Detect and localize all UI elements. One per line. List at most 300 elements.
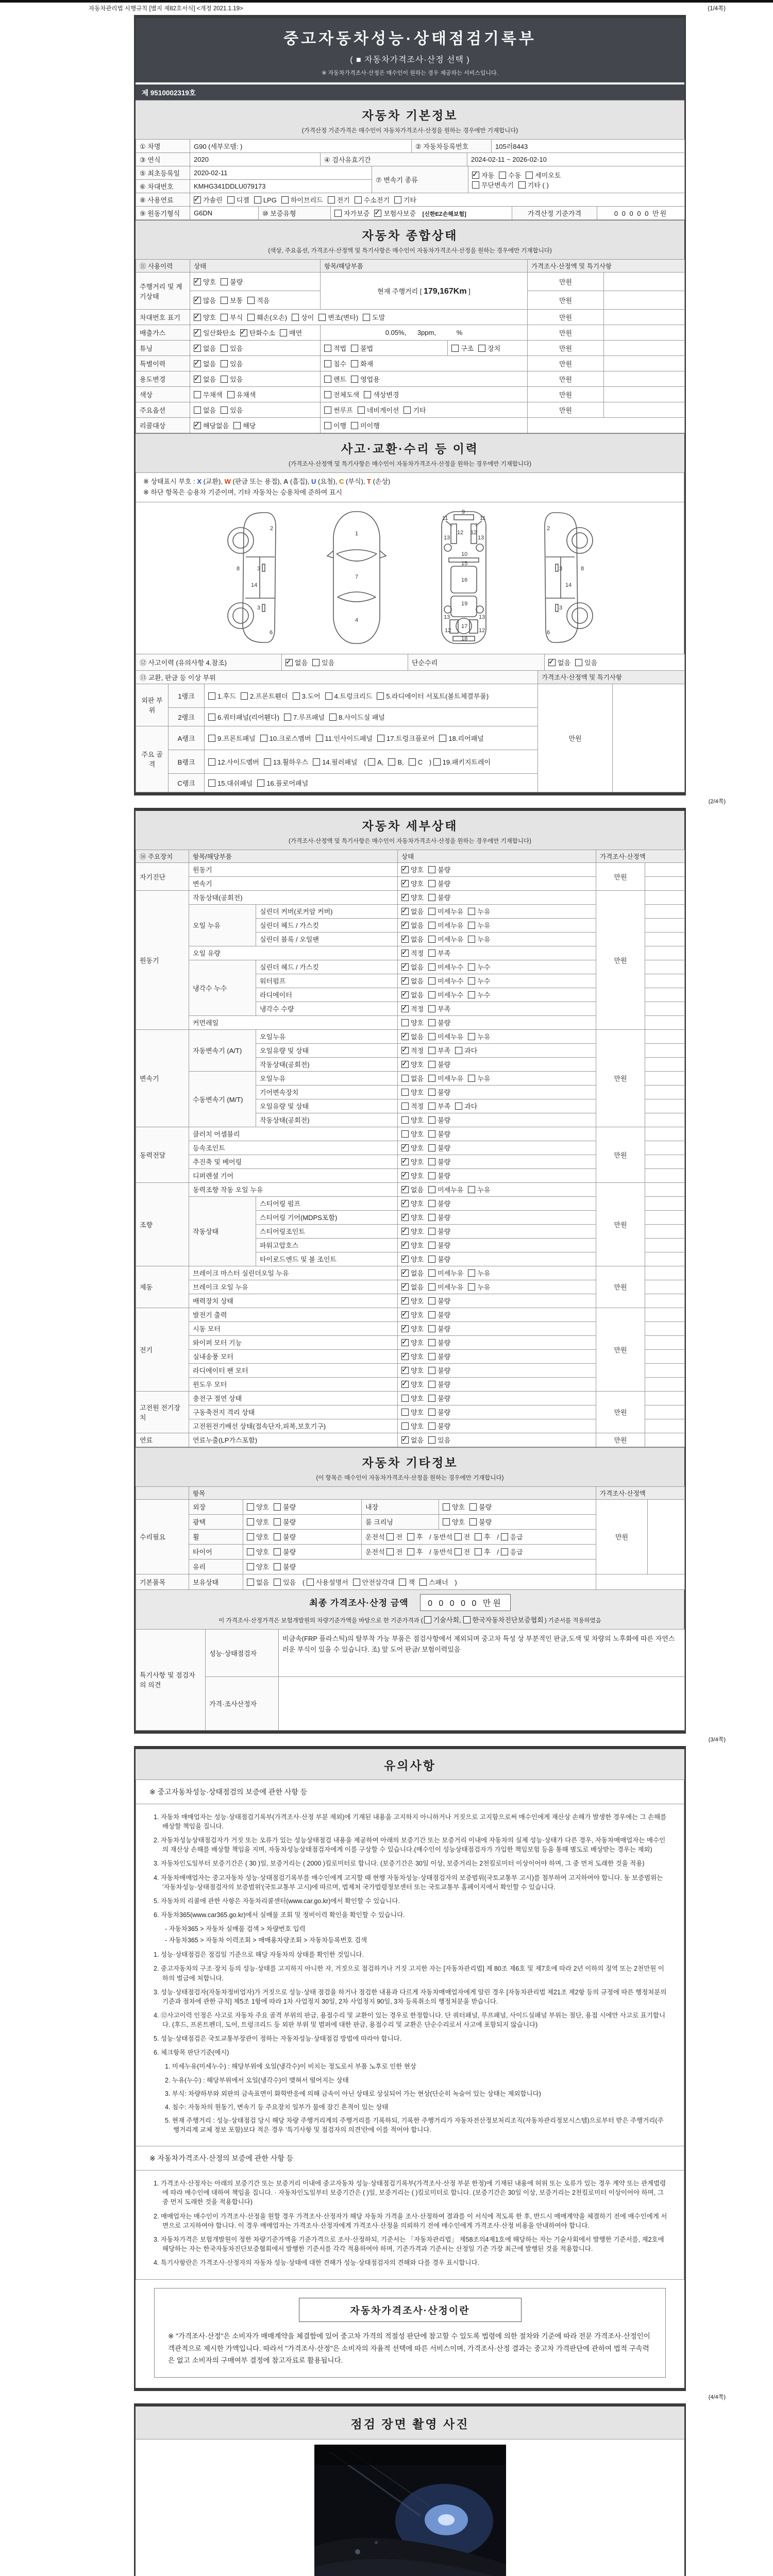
page-marker-1: (1/4쪽) xyxy=(708,6,726,12)
option-label: 11.인사이드패널 xyxy=(325,734,373,742)
notice-item: 4. 특기사항란은 가격조사·산정자의 자동차 성능·상태에 대한 견해가 성능·상태점검자의 견해와 다를 경우 표시합니다. xyxy=(154,2259,480,2266)
item-label: 내장 xyxy=(362,1499,439,1514)
option-label: 양호 xyxy=(411,1311,424,1319)
option-label: 9.프론트패널 xyxy=(217,734,256,742)
group-brake: 제동 xyxy=(136,1266,189,1308)
option xyxy=(407,1532,423,1541)
checkbox-icon xyxy=(401,1422,409,1430)
group-engine: 원동기 xyxy=(136,890,189,1029)
checkbox-icon xyxy=(428,1158,435,1165)
notes-cell xyxy=(645,1377,685,1391)
checkbox-icon xyxy=(364,391,371,398)
option xyxy=(428,990,463,999)
usage-kind-options xyxy=(321,371,528,387)
checkbox-icon xyxy=(241,692,248,700)
notes-cell xyxy=(645,876,685,890)
basic-items-label: 기본품목 xyxy=(136,1574,189,1589)
checkbox-icon xyxy=(208,758,215,766)
option xyxy=(455,1532,470,1541)
state-options xyxy=(398,1266,596,1280)
state-options xyxy=(398,1182,596,1196)
option xyxy=(468,962,490,972)
rankC-options xyxy=(205,773,538,792)
law-reference: 자동차관리법 시행규칙 [별지 제82호서식] <개정 2021.1.19> xyxy=(89,6,243,12)
damage-diagram-area xyxy=(136,502,684,654)
option xyxy=(208,778,253,788)
checkbox-icon xyxy=(358,406,365,414)
option-label: 불법 xyxy=(360,345,374,352)
notice-subitem: 2. 누유(누수) : 해당부위에서 오일(냉각수)이 맺혀서 떨어지는 상태 xyxy=(165,2076,349,2084)
option-label: 매연 xyxy=(289,329,303,337)
notice-item: 2. 중고자동차의 구조·장치 등의 성능·상태를 고지하지 아니한 자, 거짓으로 점검하거나 거짓 고지한 자는 [자동차관리법] 제 80조 제6호 및 제7호에 따라 2년 이하의 징역 또는 2천만원 이하의 벌금에 처합니다. xyxy=(154,1965,664,1982)
item-label: 동력조향 작동 오일 누유 xyxy=(189,1182,398,1196)
option-kind-options xyxy=(321,402,528,418)
option xyxy=(401,1226,424,1236)
option xyxy=(394,195,416,205)
color-state-options xyxy=(190,387,321,402)
checkbox-icon xyxy=(194,406,201,414)
price-unit: 만원 xyxy=(528,341,604,356)
option-label: 불량 xyxy=(438,1256,451,1264)
item-label: 배력장치 상태 xyxy=(189,1294,398,1308)
checkbox-icon xyxy=(386,1548,394,1555)
option xyxy=(208,757,259,767)
checkbox-icon xyxy=(247,1548,254,1555)
option xyxy=(351,420,380,430)
rank1-label: 1랭크 xyxy=(169,684,205,707)
option-label: 미세누유 xyxy=(438,1186,464,1194)
checkbox-icon xyxy=(428,1019,435,1026)
group-fuel: 연료 xyxy=(136,1433,189,1447)
checkbox-checked-icon xyxy=(401,1436,409,1444)
option xyxy=(285,657,308,667)
checkbox-icon xyxy=(324,406,331,414)
checkbox-checked-icon xyxy=(401,936,409,943)
option-label: 4.트렁크리드 xyxy=(334,692,373,700)
state-options xyxy=(398,1349,596,1363)
option-label: 장치 xyxy=(488,345,501,352)
option xyxy=(428,1143,450,1153)
option xyxy=(401,948,424,958)
checkbox-icon xyxy=(478,345,485,352)
notes-cell xyxy=(645,1155,685,1168)
option-label: 부족 xyxy=(438,1005,451,1013)
checkbox-icon xyxy=(469,1503,477,1511)
checkbox-icon xyxy=(428,1214,435,1221)
checkbox-icon xyxy=(428,950,435,957)
option xyxy=(443,1502,465,1512)
paren: ( xyxy=(364,758,366,766)
price-unit: 만원 xyxy=(528,273,604,291)
checkbox-icon xyxy=(428,1089,435,1096)
option xyxy=(428,1421,450,1431)
notes-cell xyxy=(645,974,685,988)
mileage-pre: 현재 주행거리 [ xyxy=(377,287,424,295)
notes-cell xyxy=(604,310,685,325)
option-label: 양호 xyxy=(411,1130,424,1139)
col-history: ⑪ 사용이력 xyxy=(136,260,190,273)
checkbox-icon xyxy=(274,1518,281,1526)
checkbox-checked-icon xyxy=(401,991,409,998)
option xyxy=(455,1045,477,1055)
notes-cell xyxy=(645,1280,685,1294)
option-label: 해당없음 xyxy=(203,422,229,430)
notes-cell xyxy=(645,1113,685,1127)
option-label: 자동 xyxy=(481,171,495,179)
option-label: 불량 xyxy=(230,278,243,286)
notice-subitem: 3. 부식: 차량하부와 외판의 금속표면이 화학반응에 의해 금속이 아닌 상태로 상실되어 가는 현상(단순히 녹슬어 있는 상태는 제외합니다) xyxy=(165,2090,541,2097)
checkbox-icon xyxy=(451,345,459,352)
item-label: 실린더 커버(로커암 커버) xyxy=(256,904,398,918)
option-label: 8.사이드실 패널 xyxy=(339,713,385,721)
special-kind-options xyxy=(321,356,528,371)
option-label: 1.후드 xyxy=(217,692,236,700)
col-state: 상태 xyxy=(398,850,596,862)
option xyxy=(401,1310,424,1319)
option-label: 탄화수소 xyxy=(249,329,276,337)
transmission-type-label: ⑦ 변속기 종류 xyxy=(372,166,468,193)
state-options xyxy=(398,1196,596,1210)
option-label: 있음 xyxy=(584,658,598,667)
option-label: 후 xyxy=(416,1548,423,1556)
item-label: 오일누유 xyxy=(256,1029,398,1043)
option xyxy=(221,277,243,286)
legend-desc: (흠집), xyxy=(288,478,310,485)
option xyxy=(292,312,314,322)
checkbox-icon xyxy=(443,1503,450,1511)
option-label: 불량 xyxy=(438,1311,451,1319)
option xyxy=(428,920,463,930)
wheel-emergency-option xyxy=(501,1533,528,1541)
option xyxy=(428,1129,450,1139)
notice-item: 6. 체크항목 판단기준(예시) xyxy=(154,2049,229,2057)
price-unit: 만원 xyxy=(528,310,604,325)
checkbox-icon xyxy=(247,1533,254,1540)
item-label: 시동 모터 xyxy=(189,1321,398,1335)
notes-cell xyxy=(645,862,685,876)
checkbox-checked-icon xyxy=(401,1311,409,1318)
option-label: 양호 xyxy=(411,1144,424,1153)
option-label: 12.사이드멤버 xyxy=(217,758,259,766)
option xyxy=(428,1212,450,1222)
option-label: 부족 xyxy=(438,1047,451,1055)
item-label: 실린더 헤드 / 가스킷 xyxy=(256,960,398,974)
legend-code-t: T xyxy=(367,478,371,485)
item-label: 변속기 xyxy=(189,876,398,890)
subgroup-operation: 작동상태 xyxy=(189,1196,256,1266)
option xyxy=(316,733,373,743)
checkbox-icon xyxy=(221,406,228,414)
checkbox-icon xyxy=(227,196,234,204)
checkbox-icon xyxy=(455,1047,462,1054)
option-label: 변조(변타) xyxy=(328,314,359,321)
basic-info-row1 xyxy=(136,139,685,153)
option xyxy=(468,976,490,986)
option xyxy=(401,1268,424,1278)
item-label: 타이어 xyxy=(189,1544,243,1559)
option xyxy=(428,1435,450,1445)
option-label: 기타 xyxy=(403,196,417,204)
checkbox-checked-icon xyxy=(240,329,247,336)
item-label: 오일유량 및 상태 xyxy=(256,1043,398,1057)
option-label: 17.트렁크플로어 xyxy=(386,734,435,742)
option-label: 잭 xyxy=(408,1578,415,1586)
notes-cell xyxy=(645,1210,685,1224)
diagram-label: 13 xyxy=(443,614,450,620)
checkbox-icon xyxy=(468,1283,475,1291)
option xyxy=(428,934,463,944)
notes-cell xyxy=(645,932,685,946)
option xyxy=(401,934,424,944)
state-options xyxy=(398,1127,596,1141)
checkbox-checked-icon xyxy=(401,866,409,873)
item-label: 오일누유 xyxy=(256,1071,398,1085)
checkbox-icon xyxy=(227,391,234,398)
checkbox-icon xyxy=(455,1548,462,1555)
option xyxy=(499,170,521,180)
option xyxy=(428,948,450,958)
option xyxy=(428,1226,450,1236)
checkbox-icon xyxy=(428,894,435,901)
seat-label: 운전석 xyxy=(365,1548,385,1556)
diagram-label: 18 xyxy=(461,635,467,642)
notes-cell xyxy=(645,890,685,904)
option xyxy=(221,295,243,305)
option xyxy=(401,1212,424,1222)
legend-desc: (판금 또는 용접), xyxy=(230,478,282,485)
option-label: 양호 xyxy=(411,1089,424,1097)
checkbox-icon xyxy=(468,991,475,998)
item-label: 작동상태(공회전) xyxy=(256,1113,398,1127)
col-parts: 항목/해당부품 xyxy=(321,260,528,273)
mileage-state-options xyxy=(190,273,321,291)
price-unit: 만원 xyxy=(596,1182,645,1266)
option-label: 없음 xyxy=(411,991,424,999)
notice-item: 4. ⑫사고이력 인정은 사고로 자동차 주요 골격 부위의 판금, 용접수리 및 교환이 있는 경우로 한정합니다. 단 쿼터패널, 루프패널, 사이드실패널 부위는 절단, 용접 시에만 사고로 표기합니다. (후드, 프론트펜더, 도어, 트렁크리드 등 외판 부위 및 범퍼에 대한 판금, 용접수리 및 교환은 단순수리로서 사고에 포함되지 않습니다) xyxy=(154,2011,666,2028)
checkbox-icon xyxy=(428,1367,435,1374)
price-unit: 만원 xyxy=(596,1499,648,1574)
option xyxy=(428,1407,450,1417)
checkbox-icon xyxy=(221,376,228,383)
option-label: 응급 xyxy=(510,1533,523,1541)
price-unit: 만원 xyxy=(596,1308,645,1391)
option xyxy=(428,1018,450,1027)
price-info-title: 자동차가격조사·산정이란 xyxy=(299,2298,522,2322)
transmission-type-options xyxy=(468,166,685,193)
checkbox-icon xyxy=(318,314,326,321)
rankB-label: B랭크 xyxy=(169,750,205,773)
notice-item: 2. 매매업자는 매수인이 가격조사·산정을 원할 경우 가격조사·산정자가 해당 자동차 가격을 조사·산정하여 결과를 이 서식에 적도록 한 후, 반드시 매매계약을 체결하기 전에 매수인에게 서면으로 고지하여야 합니다. 이 경우 매매업자는 가격조사·산정자에게 가격조사·산정을 의뢰하기 전에 매수인에게 가격조사·산정 비용을 안내하여야 합니다. xyxy=(154,2212,667,2229)
checkbox-icon xyxy=(428,922,435,929)
checkbox-icon xyxy=(428,1256,435,1263)
option-label: 양호 xyxy=(411,1172,424,1180)
car-name-value: G90 (세부모델: ) xyxy=(190,140,412,153)
checkbox-icon xyxy=(351,360,358,367)
option xyxy=(428,892,450,902)
notes-cell xyxy=(645,1029,685,1043)
state-options xyxy=(398,974,596,988)
checkbox-icon xyxy=(284,714,291,721)
diagram-label: 14 xyxy=(565,582,572,588)
option xyxy=(260,733,311,743)
checkbox-icon xyxy=(468,908,475,915)
option-label: C xyxy=(417,758,423,766)
checkbox-checked-icon xyxy=(194,196,201,204)
checkbox-icon xyxy=(247,1579,254,1586)
option-label: 양호 xyxy=(411,1339,424,1347)
option-label: 과다 xyxy=(464,1103,478,1111)
note-pre: 이 가격조사·산정가격은 보험개발원의 차량기준가액을 바탕으로 한 기준가격과 ( xyxy=(219,1617,423,1624)
comprehensive-band xyxy=(136,220,684,260)
item-label: 와이퍼 모터 기능 xyxy=(189,1335,398,1349)
checkbox-icon xyxy=(469,1518,477,1526)
option xyxy=(374,208,416,218)
option-label: 양호 xyxy=(411,1367,424,1375)
option xyxy=(353,1577,395,1587)
price-unit: 만원 xyxy=(596,1029,645,1127)
option-label: 불량 xyxy=(479,1503,492,1512)
diagram-label: 12 xyxy=(444,627,451,634)
checkbox-icon xyxy=(329,714,337,721)
option xyxy=(208,733,256,743)
item-label: 파워고압호스 xyxy=(256,1238,398,1252)
option-label: 양호 xyxy=(411,1158,424,1166)
checkbox-icon xyxy=(428,1047,435,1054)
form-page-2 xyxy=(134,808,686,1734)
page-marker-4: (4/4쪽) xyxy=(708,2394,726,2400)
checkbox-icon xyxy=(247,1563,254,1570)
state-options xyxy=(243,1499,362,1514)
option-label: 누수 xyxy=(477,963,491,972)
option xyxy=(363,312,385,322)
option-label: 양호 xyxy=(411,1395,424,1403)
price-unit: 만원 xyxy=(528,291,604,310)
option-label: 없음 xyxy=(411,1033,424,1041)
option xyxy=(324,405,353,415)
basic-info-row34 xyxy=(136,166,685,193)
checkbox-checked-icon xyxy=(401,1186,409,1193)
checkbox-checked-icon xyxy=(401,1200,409,1207)
diagram-label: 11 xyxy=(479,515,485,521)
option-label: 불량 xyxy=(438,880,451,888)
checkbox-icon xyxy=(428,1297,435,1304)
option-label: 양호 xyxy=(411,1353,424,1361)
checkbox-icon xyxy=(428,908,435,915)
option-label: 양호 xyxy=(411,1214,424,1222)
option xyxy=(227,389,256,399)
option xyxy=(428,1045,450,1055)
option xyxy=(401,892,424,902)
option xyxy=(194,328,236,337)
option xyxy=(247,1562,269,1571)
checkbox-icon xyxy=(312,659,320,666)
option-label: 불량 xyxy=(438,1019,451,1027)
option xyxy=(424,1615,461,1624)
accident-band xyxy=(136,433,684,473)
warranty-insurer: [신한EZ손해보험] xyxy=(422,211,466,217)
option xyxy=(401,1435,424,1445)
reg-no-value: 105러8443 xyxy=(492,140,685,153)
option-label: 불량 xyxy=(438,1242,451,1250)
checkbox-icon xyxy=(281,196,289,204)
option-label: 불량 xyxy=(438,1061,451,1069)
checkbox-icon xyxy=(208,692,215,700)
notice-item: 5. 자동차의 리콜에 관한 사항은 자동차리콜센터(www.car.go.kr)에서 확인할 수 있습니다. xyxy=(154,1897,400,1905)
state-options xyxy=(398,1210,596,1224)
item-label: 연료누출(LP가스포함) xyxy=(189,1433,398,1447)
legend-code-u: U xyxy=(311,478,316,485)
checkbox-icon xyxy=(468,1075,475,1082)
option-label: 양호 xyxy=(256,1503,270,1512)
option-label: 적정 xyxy=(411,950,424,958)
option xyxy=(377,691,489,701)
option xyxy=(428,1087,450,1097)
option xyxy=(274,1517,296,1527)
checkbox-icon xyxy=(575,659,582,666)
checkbox-icon xyxy=(428,1061,435,1068)
diagram-label: 1 xyxy=(355,530,358,537)
option-label: 누유 xyxy=(477,922,491,930)
checkbox-checked-icon xyxy=(401,1047,409,1054)
checkbox-icon xyxy=(355,196,362,204)
option-label: 도말 xyxy=(372,314,385,321)
option xyxy=(401,906,424,916)
state-options xyxy=(398,1002,596,1015)
checkbox-icon xyxy=(463,1616,470,1623)
final-price-value: 0 0 0 0 0 만원 xyxy=(420,1594,511,1611)
price-unit: 만원 xyxy=(596,1391,645,1433)
option-label: LPG xyxy=(263,196,277,204)
checkbox-icon xyxy=(401,1089,409,1096)
option-label: 양호 xyxy=(452,1503,465,1512)
option xyxy=(428,1240,450,1250)
checkbox-checked-icon xyxy=(285,659,293,666)
option-label: 누유 xyxy=(477,1075,491,1083)
group-steering: 조향 xyxy=(136,1182,189,1266)
checkbox-icon xyxy=(428,1339,435,1346)
option xyxy=(247,1547,269,1556)
final-price-block xyxy=(136,1589,684,1630)
separator: / xyxy=(497,1548,499,1556)
rank2-label: 2랭크 xyxy=(169,707,205,726)
notes-cell xyxy=(645,1002,685,1015)
item-label: 고전원전기배선 상태(접속단자,피복,보호기구) xyxy=(189,1419,398,1433)
first-reg-value: 2020-02-11 xyxy=(190,166,372,180)
option xyxy=(428,1073,463,1083)
option-label: 하이브리드 xyxy=(290,196,323,204)
item-label: 스티어링 펌프 xyxy=(256,1196,398,1210)
option xyxy=(264,757,308,767)
state-code-legend xyxy=(136,472,684,502)
checkbox-icon xyxy=(401,1395,409,1402)
option-label: 미세누수 xyxy=(438,963,464,972)
tuning-kind-options xyxy=(448,341,528,356)
checkbox-icon xyxy=(428,977,435,985)
checkbox-icon xyxy=(221,345,228,352)
option-label: 미세누유 xyxy=(438,1033,464,1041)
option xyxy=(468,990,490,999)
checkbox-icon xyxy=(407,1533,414,1540)
option-label: 스패너 xyxy=(429,1578,448,1586)
option-label: 자가보증 xyxy=(344,210,370,217)
notices-section2-body xyxy=(136,2170,684,2280)
checkbox-icon xyxy=(194,391,201,398)
emission-label: 배출가스 xyxy=(136,325,190,341)
note-post: ) 기준서를 적용하였음 xyxy=(544,1617,601,1624)
option-label: 없음 xyxy=(411,1075,424,1083)
state-options xyxy=(398,1043,596,1057)
option-label: 양호 xyxy=(256,1563,270,1571)
